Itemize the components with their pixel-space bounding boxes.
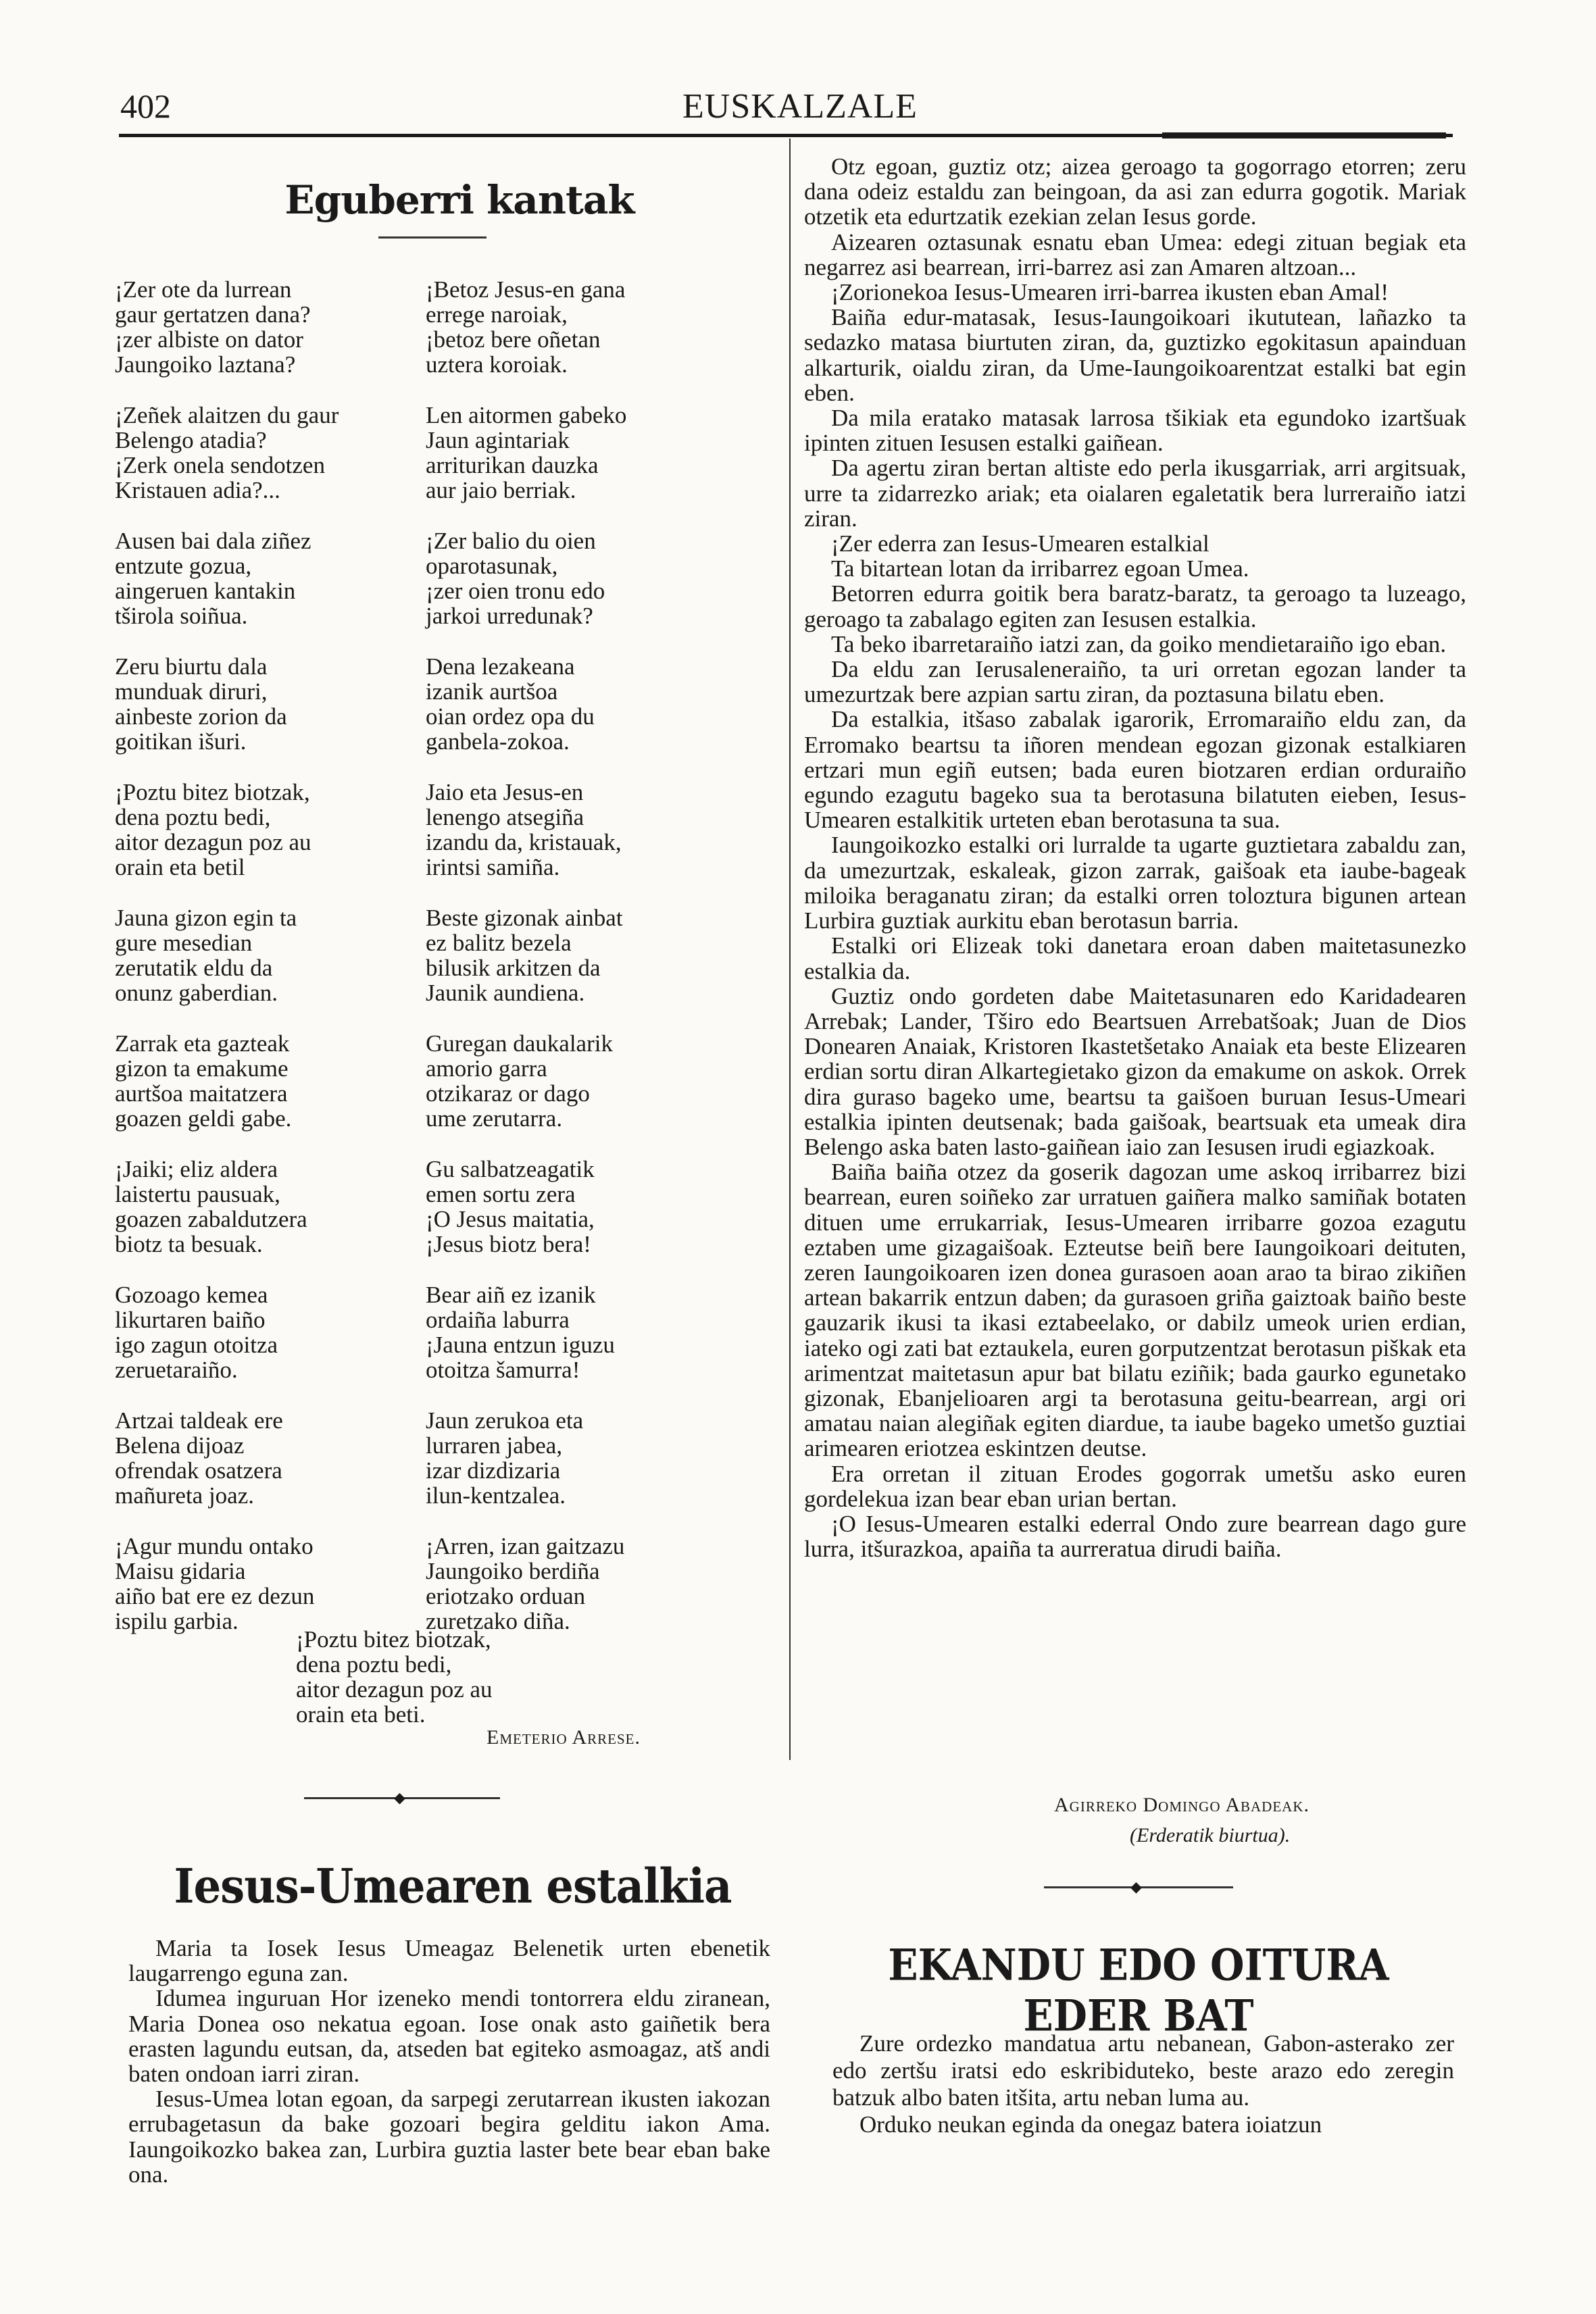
poem-stanza — [426, 905, 709, 1005]
poem-stanza — [426, 528, 709, 628]
paragraph: Estalki ori Elizeak toki danetara eroan daben maitetasunezko estalkia da. — [804, 932, 1466, 984]
poem-stanza — [426, 1408, 709, 1508]
paragraph: Betorren edurra goitik bera baratz-baratz, ta geroago ta luzeago, geroago ta zabalago egiten zan Iesusen estalkia. — [804, 580, 1466, 632]
poem-line: tširola soiñua. — [115, 603, 248, 629]
poem-line: Dena lezakeana — [426, 653, 575, 680]
poem-line: otzikaraz or dago — [426, 1080, 590, 1107]
poem-line: gizon ta emakume — [115, 1055, 289, 1082]
poem-line: gure mesedian — [115, 930, 253, 956]
poem-line: Zeru biurtu dala — [115, 653, 268, 680]
poem-line: aitor dezagun poz au — [296, 1676, 493, 1703]
poem-author: Emeterio Arrese. — [487, 1726, 641, 1749]
article-bottom-body — [832, 2030, 1454, 2138]
poem-line: Belena dijoaz — [115, 1432, 245, 1459]
poem-line: Len aitormen gabeko — [426, 402, 627, 428]
poem-line: Jaunik aundiena. — [426, 980, 585, 1006]
poem-line: ¡Zeñek alaitzen du gaur — [115, 402, 339, 428]
poem-line: Gu salbatzeagatik — [426, 1156, 595, 1182]
article-title: Iesus-Umearen estalkia — [174, 1859, 732, 1915]
article-author: Agirreko Domingo Abadeak. — [1054, 1794, 1310, 1816]
poem-stanza — [426, 1157, 709, 1257]
poem-line: izanik aurtšoa — [426, 678, 558, 705]
poem-line: zerutatik eldu da — [115, 955, 273, 981]
paragraph: Baiña baiña otzez da goserik dagozan ume askoq irribarrez bizi bearrean, euren soiñeko zar urratuen gaiñera malko samiñak botaten dituen ume errukarriak, Iesus-Umearen irribarre gozoa ezagutu eztaben ume gizagaišoak. Ezteutse beiñ bere Iaungoikoari deituten, zeren Iaungoikoaren izen donea gurasoen aoan arao ta birao zikiñen artean bakarrik entzun daben; da gurasoen griña gaiztoak baiño beste gauzarik ikusi ta ikasi eztabeelako, or dabilz umeok urien erdian, iateko ogi zati bat eztaukela, euren gorputzentzat berotasun piškak eta arimentzat maitetasun apur bat bilatu eziñik; bada gaurko egunetako gizonak, Ebanjelioaren argi ta berotasuna geitu-bearrean, argi ori amatau naian alegiñak egiten diardue, ta iaube bageko umetšo guztiai arimearen eriotzea eskintzen deutse. — [804, 1159, 1466, 1462]
page-number: 402 — [120, 87, 171, 125]
poem-stanza — [426, 1031, 709, 1131]
poem-line: Zarrak eta gazteak — [115, 1030, 290, 1057]
poem-line: onunz gaberdian. — [115, 980, 278, 1006]
poem-line: Guregan daukalarik — [426, 1030, 613, 1057]
poem-stanza — [115, 1282, 399, 1382]
poem-line: jarkoi urredunak? — [426, 603, 593, 629]
poem-line: ordaiña laburra — [426, 1307, 570, 1333]
poem-stanza — [115, 1031, 399, 1131]
poem-line: oparotasunak, — [426, 553, 558, 579]
paragraph: Maria ta Iosek Iesus Umeagaz Belenetik urten ebenetik laugarrengo eguna zan. — [128, 1935, 770, 1987]
poem-line: lurraren jabea, — [426, 1432, 563, 1459]
poem-line: ¡Zerk onela sendotzen — [115, 452, 325, 478]
paragraph: Baiña edur-matasak, Iesus-Iaungoikoari ikututean, lañazko ta sedazko matasa biurtuten ziran, da, guztizko egokitasun apainduan alkarturik, oialdu ziran, da Ume-Iaungoikoarentzat estalki bat egin eben. — [804, 304, 1466, 406]
poem-line: ¡Poztu bitez biotzak, — [296, 1626, 491, 1653]
poem-line: ganbela-zokoa. — [426, 728, 570, 755]
poem-line: oian ordez opa du — [426, 703, 595, 730]
poem-left-column — [115, 277, 399, 1659]
poem-line: otoitza šamurra! — [426, 1357, 580, 1383]
paragraph: Da eldu zan Ierusaleneraiño, ta uri orretan egozan lander ta umezurtzak bere azpian sartu ziran, da poztasuna bilatu eben. — [804, 656, 1466, 708]
poem-title-underline — [378, 236, 487, 238]
poem-line: Maisu gidaria — [115, 1558, 246, 1584]
paragraph: Guztiz ondo gordeten dabe Maitetasunaren edo Karidadearen Arrebak; Lander, Tširo edo Beartsuen Arrebatšoak; Juan de Dios Donearen Anaiak, Kristoren Ikastetšetako Anaiak eta beste Elizearen erdian sortu diran Alkartegietako gizon da emakume on askok. Orrek dira guraso bageko ume, beartsu ta gaišoen buruan Iesus-Umeari estalkia ipinten deutsenak; bada gaišoak, beartsuak eta umeak dira Belengo aska baten lasto-gaiñean iaio zan Iesusen irudi egiazkoak. — [804, 982, 1466, 1160]
poem-line: ¡Arren, izan gaitzazu — [426, 1533, 625, 1559]
poem-line: Jaungoiko laztana? — [115, 351, 296, 378]
poem-line: ¡zer oien tronu edo — [426, 578, 605, 604]
poem-line: Belengo atadia? — [115, 427, 267, 453]
poem-line: Bear aiñ ez izanik — [426, 1282, 596, 1308]
poem-line: ¡Zer ote da lurrean — [115, 276, 292, 303]
poem-line: ¡Zer balio du oien — [426, 528, 596, 554]
poem-stanza — [426, 403, 709, 503]
paragraph: Otz egoan, guztiz otz; aizea geroago ta gogorrago etorren; zeru dana odeiz estaldu zan beingoan, da asi zan edurra gogotik. Mariak otzetik eta edurtzatik ezekian zelan Iesus gorde. — [804, 153, 1466, 230]
poem-stanza — [115, 780, 399, 880]
poem-line: ¡Jaiki; eliz aldera — [115, 1156, 278, 1182]
poem-stanza — [426, 654, 709, 754]
poem-stanza — [115, 1534, 399, 1634]
poem-stanza — [115, 1157, 399, 1257]
poem-line: Jauna gizon egin ta — [115, 905, 297, 931]
poem-line: Kristauen adia?... — [115, 477, 280, 503]
ornament-diamond-icon: ◆ — [394, 1789, 405, 1806]
poem-line: zeruetaraiño. — [115, 1357, 238, 1383]
paragraph: Orduko neukan eginda da onegaz batera ioiatzun — [859, 2111, 1322, 2138]
article-author-note: (Erderatik biurtua). — [1130, 1824, 1291, 1846]
poem-line: ofrendak osatzera — [115, 1457, 282, 1484]
poem-line: igo zagun otoitza — [115, 1332, 278, 1358]
poem-line: eriotzako orduan — [426, 1583, 586, 1609]
poem-line: aur jaio berriak. — [426, 477, 576, 503]
poem-line: aingeruen kantakin — [115, 578, 296, 604]
poem-line: ainbeste zorion da — [115, 703, 287, 730]
paragraph: Da estalkia, itšaso zabalak igarorik, Erromaraiño eldu zan, da Erromako beartsu ta iñoren mendean egozan gizonak estalkiaren ertzari mun egiñ eutsen; bada euren biotzaren erdian orduraiño egundo ezagutu bageko sua ta berotasuna bilatuten eieben, Iesus-Umearen estalkitik urteten eban berotasuna ta sua. — [804, 706, 1466, 834]
poem-line: irintsi samiña. — [426, 854, 560, 880]
poem-line: aitor dezagun poz au — [115, 829, 311, 855]
poem-line: Jaun zerukoa eta — [426, 1407, 584, 1434]
poem-line: Beste gizonak ainbat — [426, 905, 623, 931]
poem-line: likurtaren baiño — [115, 1307, 266, 1333]
poem-stanza — [426, 1534, 709, 1634]
poem-line: biotz ta besuak. — [115, 1231, 263, 1257]
article-continuation — [804, 154, 1466, 1561]
poem-line: orain eta betil — [115, 854, 245, 880]
top-rule-thick — [1162, 132, 1446, 139]
poem-line: lenengo atsegiña — [426, 804, 584, 830]
poem-title: Eguberri kantak — [284, 177, 634, 223]
paragraph: Era orretan il zituan Erodes gogorrak umetšu asko euren gordelekua izan bear eban urian bertan. — [804, 1460, 1466, 1512]
poem-line: dena poztu bedi, — [115, 804, 271, 830]
poem-line: arriturikan dauzka — [426, 452, 599, 478]
running-title: EUSKALZALE — [682, 87, 918, 126]
poem-line: ¡Poztu bitez biotzak, — [115, 779, 310, 805]
poem-line: ume zerutarra. — [426, 1105, 563, 1132]
poem-line: zuretzako diña. — [426, 1608, 570, 1634]
paragraph: ¡Zorionekoa Iesus-Umearen irri-barrea ikusten eban Amal! — [831, 279, 1389, 306]
paragraph: Da agertu ziran bertan altiste edo perla ikusgarriak, arri argitsuak, urre ta zidarrezko ariak; eta oialaren egaletatik bera lurreraiño iatzi ziran. — [804, 455, 1466, 532]
poem-stanza — [115, 654, 399, 754]
poem-line: uztera koroiak. — [426, 351, 568, 378]
paragraph: Aizearen oztasunak esnatu eban Umea: edegi zituan begiak eta negarrez asi bearrean, irri-barrez asi zan Amaren altzoan... — [804, 228, 1466, 280]
poem-line: orain eta beti. — [296, 1701, 426, 1728]
ornament-diamond-icon-right: ◆ — [1130, 1878, 1142, 1895]
paragraph: Iesus-Umea lotan egoan, da sarpegi zerutarrean ikusten iakozan errubagetasun da bake gozoari begira gelditu iakon Ama. Iaungoikozko bakea zan, Lurbira guztia laster bete bear eban bake ona. — [128, 2086, 770, 2188]
poem-line: mañureta joaz. — [115, 1482, 255, 1509]
poem-line: ¡Jauna entzun iguzu — [426, 1332, 615, 1358]
paragraph: Da mila eratako matasak larrosa tšikiak eta egundoko izartšuak ipinten zituen Iesusen estalki gaiñean. — [804, 405, 1466, 457]
poem-line: Artzai taldeak ere — [115, 1407, 283, 1434]
paragraph: Idumea inguruan Hor izeneko mendi tontorrera eldu ziranean, Maria Donea oso nekatua egoan. Iose onak asto gaiñetik bera erasten lagundu eutsan, da, atseden bat egiteko asmoagaz, atš andi baten ondoan iarri ziran. — [128, 1985, 770, 2088]
poem-line: ¡zer albiste on dator — [115, 326, 303, 353]
poem-line: Jaungoiko berdiña — [426, 1558, 600, 1584]
poem-line: Ausen bai dala ziñez — [115, 528, 311, 554]
poem-line: gaur gertatzen dana? — [115, 301, 311, 328]
poem-stanza — [115, 1408, 399, 1508]
poem-line: amorio garra — [426, 1055, 547, 1082]
poem-stanza — [426, 780, 709, 880]
poem-stanza — [426, 277, 709, 377]
poem-line: munduak diruri, — [115, 678, 268, 705]
poem-line: entzute gozua, — [115, 553, 252, 579]
poem-line: bilusik arkitzen da — [426, 955, 601, 981]
poem-line: laistertu pausuak, — [115, 1181, 280, 1207]
paragraph: Zure ordezko mandatua artu nebanean, Gabon-asterako zer edo zertšu iratsi edo eskribiduteko, beste arazo edo zeregin batzuk albo baten itšita, artu neban luma au. — [832, 2030, 1454, 2111]
paragraph: ¡Zer ederra zan Iesus-Umearen estalkial — [831, 530, 1210, 557]
paragraph: Ta beko ibarretaraiño iatzi zan, da goiko mendietaraiño igo eban. — [831, 630, 1447, 657]
poem-stanza — [115, 528, 399, 628]
poem-line: ilun-kentzalea. — [426, 1482, 566, 1509]
poem-line: Jaun agintariak — [426, 427, 570, 453]
poem-line: emen sortu zera — [426, 1181, 576, 1207]
column-divider — [789, 139, 791, 1760]
poem-line: izandu da, kristauak, — [426, 829, 622, 855]
poem-line: ispilu garbia. — [115, 1608, 239, 1634]
poem-right-column — [426, 277, 709, 1659]
poem-line: Gozoago kemea — [115, 1282, 268, 1308]
article-left-body — [128, 1936, 770, 2187]
poem-line: errege naroiak, — [426, 301, 568, 328]
poem-final-stanza — [296, 1627, 493, 1727]
poem-line: goazen geldi gabe. — [115, 1105, 292, 1132]
poem-stanza — [426, 1282, 709, 1382]
paragraph: ¡O Iesus-Umearen estalki ederral Ondo zure bearrean dago gure lurra, itšurazkoa, apaiña ta aurreratua dirudi baiña. — [804, 1510, 1466, 1563]
poem-line: ¡Jesus biotz bera! — [426, 1231, 591, 1257]
poem-line: ¡O Jesus maitatia, — [426, 1206, 595, 1232]
poem-line: ez balitz bezela — [426, 930, 572, 956]
paragraph: Ta bitartean lotan da irribarrez egoan Umea. — [831, 555, 1249, 582]
poem-line: ¡Betoz Jesus-en gana — [426, 276, 626, 303]
article-bottom-title: EKANDU EDO OITURA EDER BAT — [888, 1940, 1389, 2041]
poem-line: Jaio eta Jesus-en — [426, 779, 584, 805]
poem-line: ¡Agur mundu ontako — [115, 1533, 314, 1559]
poem-stanza — [115, 277, 399, 377]
poem-line: dena poztu bedi, — [296, 1651, 452, 1678]
poem-line: izar dizdizaria — [426, 1457, 561, 1484]
poem-line: goitikan išuri. — [115, 728, 247, 755]
poem-stanza — [115, 905, 399, 1005]
poem-line: ¡betoz bere oñetan — [426, 326, 601, 353]
poem-line: aurtšoa maitatzera — [115, 1080, 288, 1107]
poem-line: goazen zabaldutzera — [115, 1206, 307, 1232]
paragraph: Iaungoikozko estalki ori lurralde ta ugarte guztietara zabaldu zan, da umezurtzak, eskaleak, gizon zarrak, gaišoak eta iaube-bageak miloika beraganatu ziran; da estalki orren toloztura bigunen artean Lurbira guztiak aurkitu eban berotasun barria. — [804, 832, 1466, 934]
poem-stanza — [115, 403, 399, 503]
poem-line: aiño bat ere ez dezun — [115, 1583, 315, 1609]
